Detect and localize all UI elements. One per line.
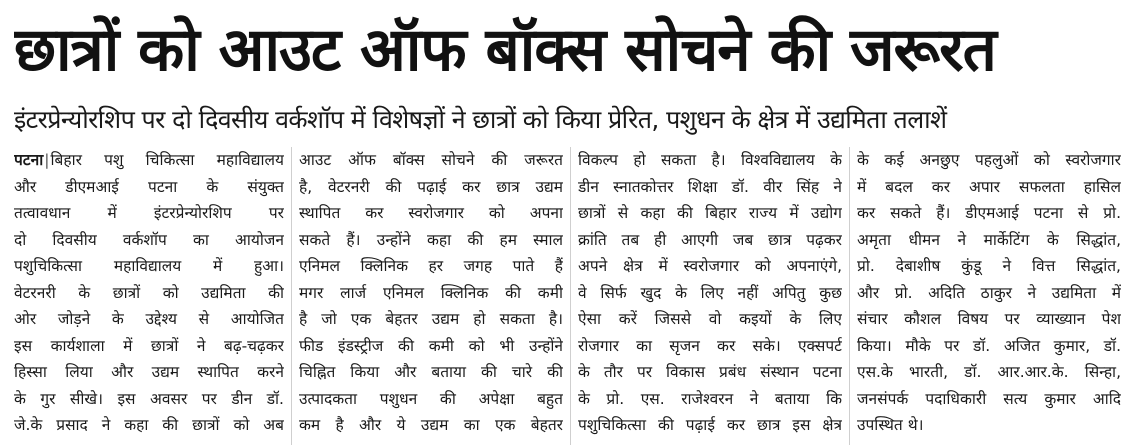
article-line: उपस्थित थे। [857, 416, 924, 434]
article-line: प्रो. देबाशीष कुंडू ने वित्त सिद्धांत, [857, 257, 1121, 275]
article-line: पशुचिकित्सा की पढ़ाई कर छात्र इस क्षेत्र [578, 416, 842, 434]
article-line: वेटरनरी के छात्रों को उद्यमिता की [14, 283, 284, 302]
article-line: वे सिर्फ खुद के लिए नहीं अपितु कुछ [578, 283, 842, 302]
article-line: इस कार्यशाला में छात्रों ने बढ़-चढ़कर [14, 336, 284, 355]
article-line: के कई अनछुए पहलुओं को स्वरोजगार [857, 151, 1121, 169]
article-line: और डीएमआई पटना के संयुक्त [14, 177, 284, 196]
article-column-1 [12, 147, 291, 445]
article-line: मगर लार्ज एनिमल क्लिनिक की कमी [299, 283, 563, 302]
article-line: आउट ऑफ बॉक्स सोचने की जरूरत [299, 151, 563, 169]
article-line: है जो एक बेहतर उद्यम हो सकता है। [299, 310, 563, 328]
article-column-2 [291, 147, 570, 445]
article-line: अपने क्षेत्र में स्वरोजगार को अपनाएंगे, [578, 257, 842, 275]
article-line: सकते हैं। उन्होंने कहा की हम स्माल [299, 230, 563, 249]
headline: छात्रों को आउट ऑफ बॉक्स सोचने की जरूरत [14, 15, 996, 85]
article-line: एनिमल क्लिनिक हर जगह पाते हैं [299, 257, 563, 275]
article-line: किया। मौके पर डॉ. अजित कुमार, डॉ. [857, 336, 1121, 355]
article-line: स्थापित कर स्वरोजगार को अपना [299, 204, 563, 222]
article-line: डीन स्नातकोत्तर शिक्षा डॉ. वीर सिंह ने [578, 177, 842, 196]
article-line: एस.के भारती, डॉ. आर.आर.के. सिन्हा, [857, 363, 1121, 381]
article-column-3 [570, 147, 849, 445]
article-line: जनसंपर्क पदाधिकारी सत्य कुमार आदि [857, 389, 1121, 408]
article-line: संचार कौशल विषय पर व्याख्यान पेश [857, 310, 1121, 328]
article-line: ओर जोड़ने के उद्देश्य से आयोजित [14, 310, 284, 328]
article-line: क्रांति तब ही आएगी जब छात्र पढ़कर [578, 230, 842, 249]
article-line: के तौर पर विकास प्रबंध संस्थान पटना [578, 363, 842, 381]
article-line: कर सकते हैं। डीएमआई पटना से प्रो. [857, 204, 1121, 222]
article-line: रोजगार का सृजन कर सके। एक्सपर्ट [578, 336, 842, 355]
article-line [14, 147, 284, 174]
article-line-text: बिहार पशु चिकित्सा महाविद्यालय [50, 151, 284, 169]
article-line: और प्रो. अदिति ठाकुर ने उद्यमिता में [857, 283, 1121, 302]
article-line: उत्पादकता पशुधन की अपेक्षा बहुत [299, 389, 563, 408]
dateline: पटना [14, 151, 44, 169]
article-line: कम है और ये उद्यम का एक बेहतर [299, 416, 563, 434]
subheadline: इंटरप्रेन्योरशिप पर दो दिवसीय वर्कशॉप में विशेषज्ञों ने छात्रों को किया प्रेरित, पशुधन के क्षेत्र में उद्यमिता तलाशें [14, 105, 947, 134]
article-line: ऐसा करें जिससे वो कइयों के लिए [578, 310, 842, 328]
article-line: चिह्नित किया और बताया की चारे की [299, 363, 563, 381]
article-line: दो दिवसीय वर्कशॉप का आयोजन [14, 230, 284, 249]
article-line: अमृता धीमन ने मार्केटिंग के सिद्धांत, [857, 230, 1121, 249]
article-line: पशुचिकित्सा महाविद्यालय में हुआ। [14, 257, 284, 275]
article-line: के गुर सीखे। इस अवसर पर डीन डॉ. [14, 389, 284, 408]
article-line: हिस्सा लिया और उद्यम स्थापित करने [14, 363, 284, 381]
article-line: में बदल कर अपार सफलता हासिल [857, 177, 1121, 196]
article-column-4 [849, 147, 1128, 445]
article-line: जे.के प्रसाद ने कहा की छात्रों को अब [14, 416, 284, 434]
article-line: छात्रों से कहा की बिहार राज्य में उद्योग [578, 204, 842, 222]
article-line: है, वेटरनरी की पढ़ाई कर छात्र उद्यम [299, 177, 563, 196]
article-line: फीड इंडस्ट्रीज की कमी को भी उन्होंने [299, 336, 563, 355]
article-body [12, 147, 1130, 445]
article-line: तत्वावधान में इंटरप्रेन्योरशिप पर [14, 204, 284, 222]
dateline-separator: | [44, 151, 50, 169]
article-line: विकल्प हो सकता है। विश्वविद्यालय के [578, 151, 842, 169]
article-line: के प्रो. एस. राजेश्वरन ने बताया कि [578, 389, 842, 408]
